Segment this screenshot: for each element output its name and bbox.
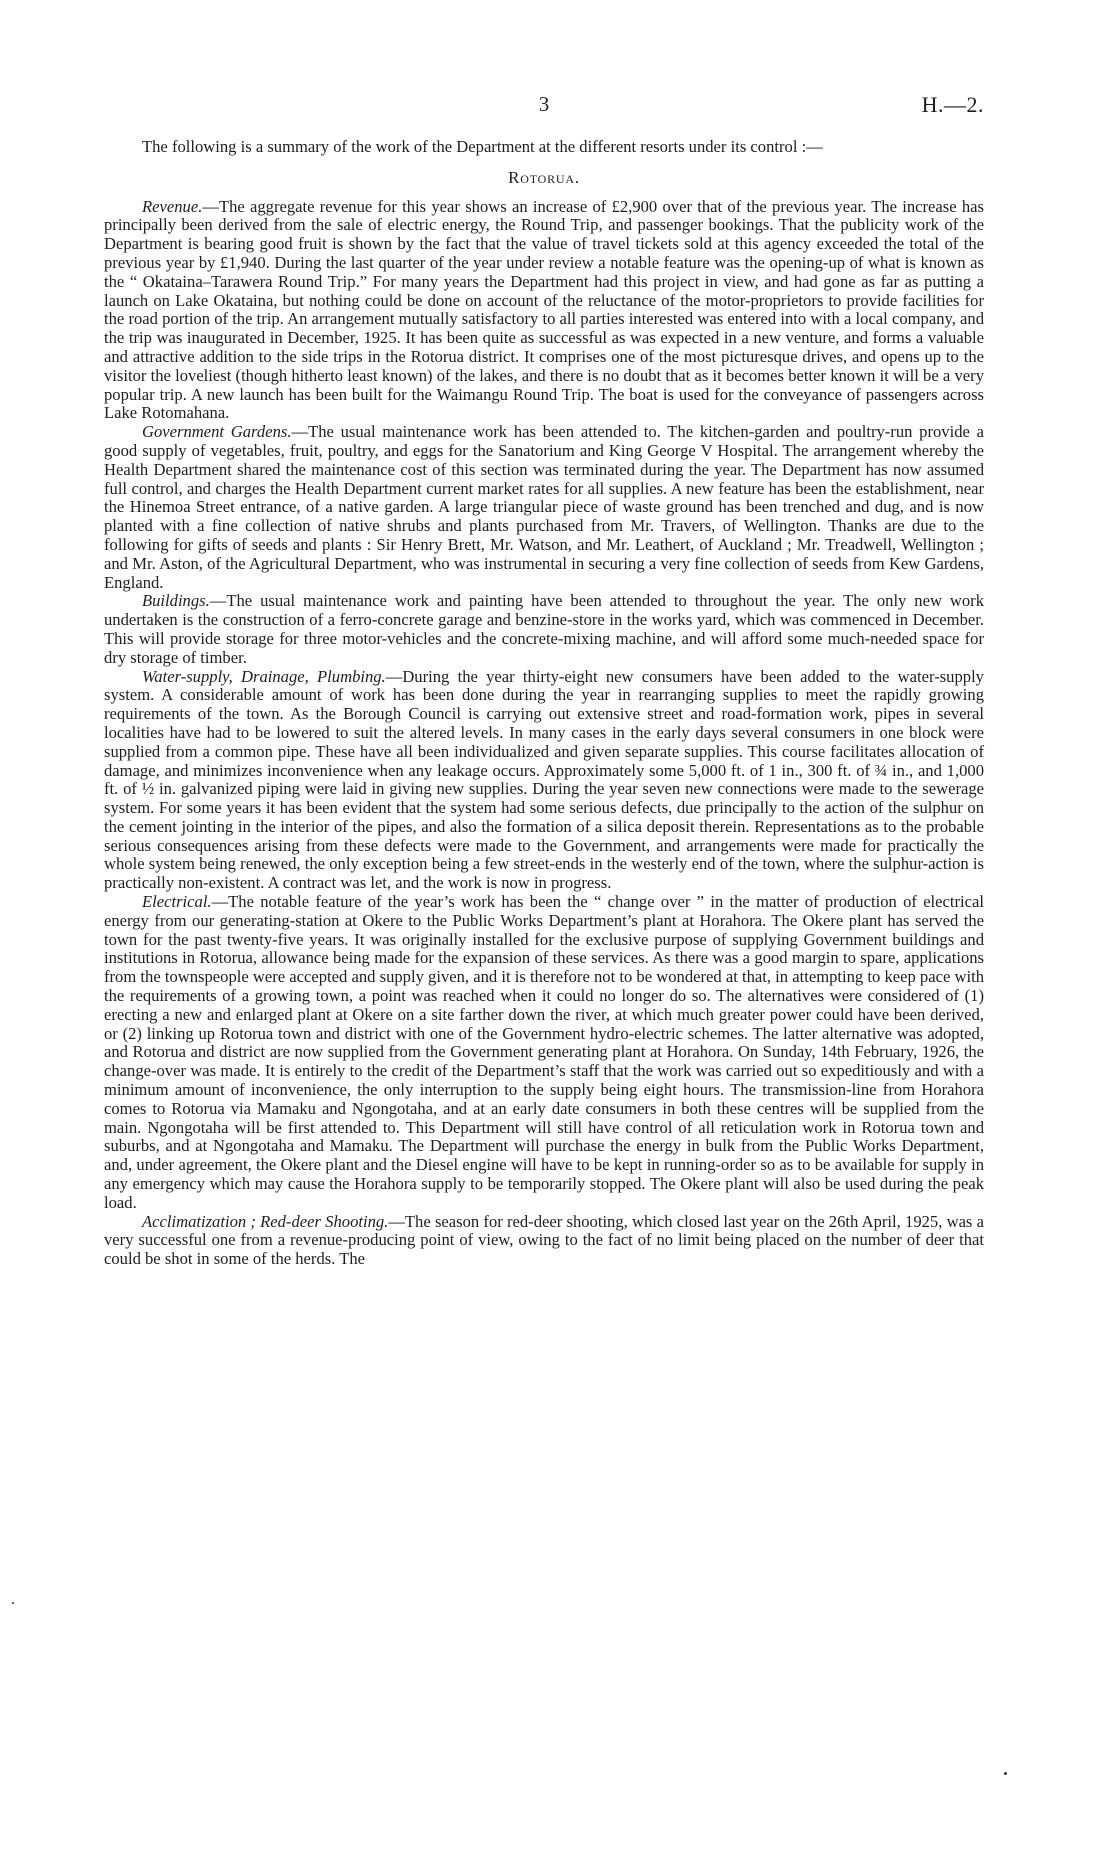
paragraph-lead: Acclimatization ; Red-deer Shooting. (142, 1211, 389, 1231)
paragraph-lead: Buildings. (142, 591, 210, 611)
paragraph-body: —The notable feature of the year’s work has been the “ change over ” in the matter of production of electrical energy from our generating-station at Okere to the Public Works Department’s plant at Horahora. The Okere plant has served the town for the past twenty-five years. It was originally installed for the exclusive purpose of supplying Government buildings and institutions in Rotorua, allowance being made for the expansion of these services. As there was a good margin to spare, applications from the townspeople were accepted and supply given, and it is therefore not to be wondered at that, in attempting to keep pace with the requirements of a growing town, a point was reached when it could no longer do so. The alternatives were considered of (1) erecting a new and enlarged plant at Okere on a site farther down the river, at which much greater power could have been derived, or (2) linking up Rotorua town and district with one of the Government hydro-electric schemes. The latter alternative was adopted, and Rotorua and district are now supplied from the Government generating plant at Horahora. On Sunday, 14th February, 1926, the change-over was made. It is entirely to the credit of the Department’s staff that the work was carried out so expeditiously and with a minimum amount of inconvenience, the only interruption to the supply being eight hours. The transmission-line from Horahora comes to Rotorua via Mamaku and Ngongotaha, and at an early date consumers in both these centres will be supplied from the main. Ngongotaha will be first attended to. This Department will still have control of all reticulation work in Rotorua town and suburbs, and at Ngongotaha and Mamaku. The Department will purchase the energy in bulk from the Public Works Department, and, under agreement, the Okere plant and the Diesel engine will have to be kept in running-order so as to be available for supply in any emergency which may cause the Horahora supply to be temporarily stopped. The Okere plant will also be used during the peak load. (104, 892, 984, 1212)
paragraph-government-gardens (104, 423, 984, 592)
paragraph-lead: Water-supply, Drainage, Plumbing. (142, 666, 386, 686)
page-number: 3 (538, 92, 550, 116)
paragraph-buildings (104, 592, 984, 667)
paragraph-lead: Revenue. (142, 196, 203, 216)
paragraph-body: —The usual maintenance work and painting have been attended to throughout the year. The only new work undertaken is the construction of a ferro-concrete garage and benzine-store in the works yard, which was commenced in December. This will provide storage for three motor-vehicles and the concrete-mixing machine, and will afford some much-needed space for dry storage of timber. (104, 591, 984, 667)
intro-paragraph: The following is a summary of the work of the Department at the different resorts under its control :— (142, 137, 823, 156)
section-heading: Rotorua. (508, 167, 580, 187)
paragraph-acclimatization (104, 1213, 984, 1269)
paragraph-body: —During the year thirty-eight new consumers have been added to the water-supply system. A considerable amount of work has been done during the year in rearranging supplies to meet the rapidly growing requirements of the town. As the Borough Council is carrying out extensive street and road-formation work, pipes in several localities have had to be lowered to suit the altered levels. In many cases in the early days several consumers in one block were supplied from a common pipe. These have all been individualized and given separate supplies. This course facilitates allocation of damage, and minimizes inconvenience when any leakage occurs. Approximately some 5,000 ft. of 1 in., 300 ft. of ¾ in., and 1,000 ft. of ½ in. galvanized piping were laid in giving new supplies. During the year seven new connections were made to the sewerage system. For some years it has been evident that the system had some serious defects, due principally to the action of the sulphur on the cement jointing in the interior of the pipes, and also the formation of a silica deposit therein. Representations as to the probable serious consequences arising from these defects were made to the Government, and arrangements were made for practically the whole system being renewed, the only exception being a few street-ends in the westerly end of the town, where the sulphur-action is practically non-existent. A contract was let, and the work is now in progress. (104, 666, 984, 893)
paragraph-revenue (104, 198, 984, 424)
paragraph-electrical (104, 893, 984, 1213)
paragraph-water-supply (104, 668, 984, 894)
report-code: H.—2. (921, 92, 984, 117)
paragraph-body: —The season for red-deer shooting, which closed last year on the 26th April, 1925, was a very successful one from a revenue-producing point of view, owing to the fact of no limit being placed on the number of deer that could be shot in some of the herds. The (104, 1211, 984, 1269)
stray-ink-mark (1004, 1772, 1007, 1775)
paragraph-body: —The usual maintenance work has been attended to. The kitchen-garden and poultry-run provide a good supply of vegetables, fruit, poultry, and eggs for the Sanatorium and King George V Hospital. The arrangement whereby the Health Department shared the maintenance cost of this section was terminated during the year. The Department has now assumed full control, and charges the Health Department current market rates for all supplies. A new feature has been the establishment, near the Hinemoa Street entrance, of a native garden. A large triangular piece of waste ground has been trenched and dug, and is now planted with a fine collection of native shrubs and plants purchased from Mr. Travers, of Wellington. Thanks are due to the following for gifts of seeds and plants : Sir Henry Brett, Mr. Watson, and Mr. Leathert, of Auckland ; Mr. Treadwell, Wellington ; and Mr. Aston, of the Agricultural Department, who was instrumental in securing a very fine collection of seeds from Kew Gardens, England. (104, 422, 984, 592)
paragraph-body: —The aggregate revenue for this year shows an increase of £2,900 over that of the previous year. The increase has principally been derived from the sale of electric energy, the Round Trip, and passenger bookings. That the publicity work of the Department is bearing good fruit is shown by the fact that the value of travel tickets sold at this agency exceeded the total of the previous year by £1,940. During the last quarter of the year under review a notable feature was the opening-up of what is known as the “ Okataina–Tarawera Round Trip.” For many years the Department had this project in view, and had gone as far as putting a launch on Lake Okataina, but nothing could be done on account of the reluctance of the motor-proprietors to provide facilities for the road portion of the trip. An arrangement mutually satisfactory to all parties interested was entered into with a local company, and the trip was inaugurated in December, 1925. It has been quite as successful as was expected in a new venture, and forms a valuable and attractive addition to the side trips in the Rotorua district. It comprises one of the most picturesque drives, and opens up to the visitor the loveliest (though hitherto least known) of the lakes, and there is no doubt that as it becomes better known it will be a very popular trip. A new launch has been built for the Waimangu Round Trip. The boat is used for the conveyance of passengers across Lake Rotomahana. (104, 196, 984, 423)
page-header (104, 92, 984, 122)
stray-ink-mark (12, 1602, 14, 1604)
paragraph-lead: Electrical. (142, 892, 212, 912)
document-page (104, 92, 984, 1852)
paragraph-lead: Government Gardens. (142, 422, 292, 442)
